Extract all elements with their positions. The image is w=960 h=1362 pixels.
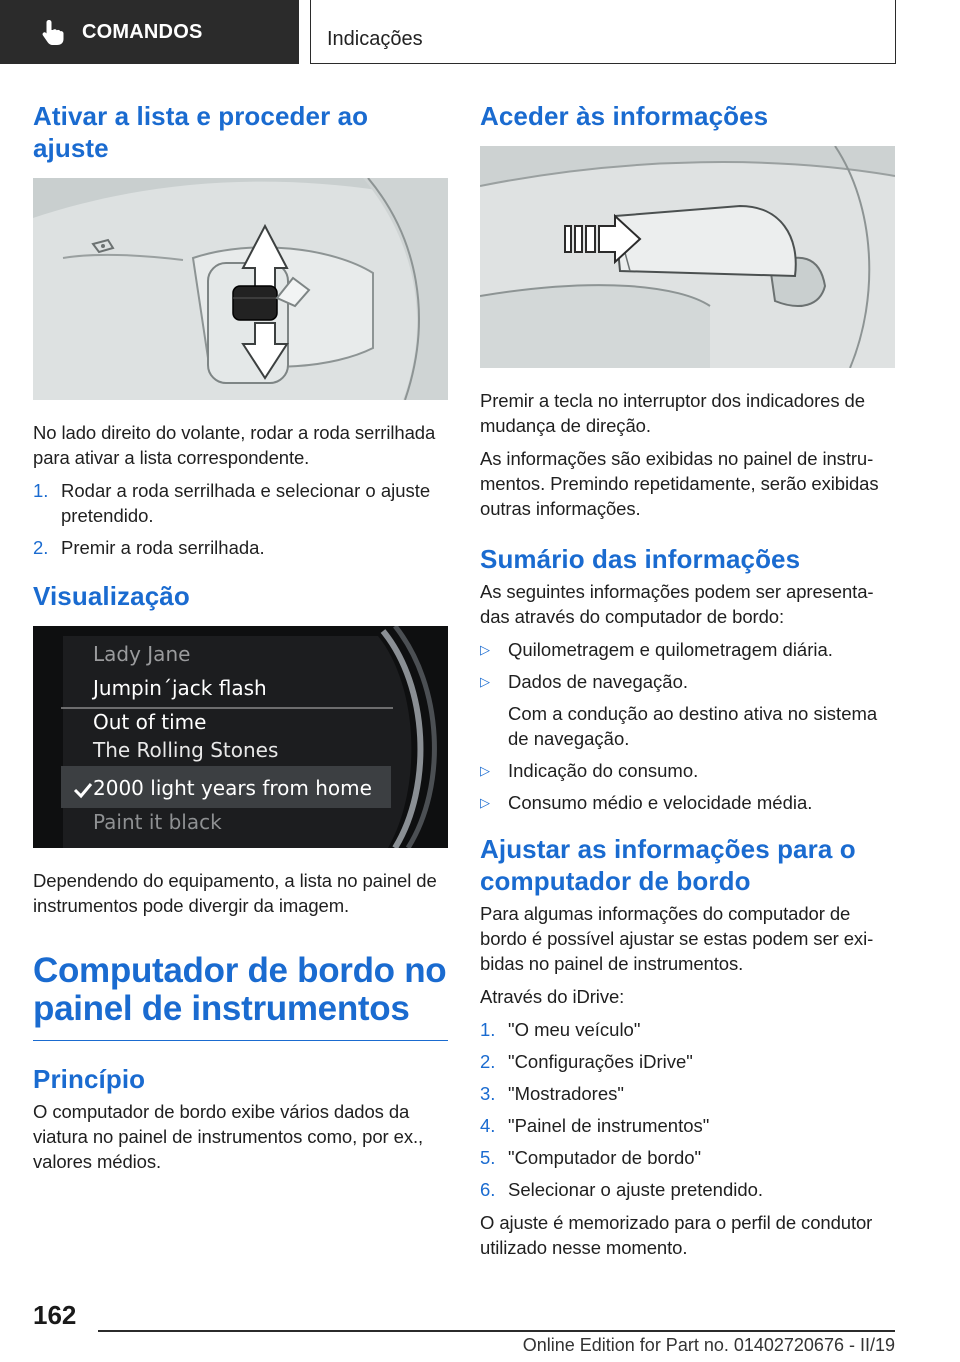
list-item: 5. "Computador de bordo": [480, 1147, 702, 1168]
configure-steps: [480, 1017, 895, 1202]
right-column: [480, 100, 895, 1268]
header-section: [0, 0, 299, 64]
section-title-access: Aceder às informações: [480, 101, 769, 131]
list-item: ▷ Quilometragem e quilometragem diária.: [480, 639, 833, 660]
adjust-steps: [33, 478, 448, 560]
instrument-display-image: [33, 626, 448, 848]
header-subsection: [310, 0, 896, 64]
display-line: Out of time: [93, 710, 207, 734]
page-number: 162: [33, 1300, 77, 1330]
summary-text: As seguintes informações podem ser apresenta-das através do computador de bordo:: [480, 581, 874, 627]
configure-text-3: O ajuste é memorizado para o perfil de condutor utilizado nesse momento.: [480, 1212, 873, 1258]
chapter-title: Computador de bordo no painel de instrumentos: [33, 952, 448, 1041]
list-item: 6. Selecionar o ajuste pretendido.: [480, 1179, 764, 1200]
list-item: 4. "Painel de instrumentos": [480, 1115, 710, 1136]
footer-edition: Online Edition for Part no. 01402720676 - II/19: [522, 1335, 895, 1355]
triangle-bullet-icon: ▷: [480, 763, 490, 778]
pointing-hand-icon: [40, 18, 66, 46]
display-line-selected: 2000 light years from home: [93, 776, 372, 800]
access-text-1: Premir a tecla no interruptor dos indicadores de mudança de direção.: [480, 390, 865, 436]
header-subsection-label: Indicações: [327, 28, 423, 50]
header-section-label: COMANDOS: [82, 20, 203, 43]
triangle-bullet-icon: ▷: [480, 795, 490, 810]
list-item: 1. "O meu veículo": [480, 1019, 641, 1040]
left-column: [33, 100, 448, 1182]
list-item: ▷ Dados de navegação. Com a condução ao destino ativa no sistema de navegação.: [480, 671, 878, 749]
triangle-bullet-icon: ▷: [480, 674, 490, 689]
list-item: ▷ Consumo médio e velocidade média.: [480, 792, 813, 813]
display-list: [93, 640, 372, 836]
list-item: 3. "Mostradores": [480, 1083, 624, 1104]
display-line: Paint it black: [93, 810, 222, 834]
configure-text-1: Para algumas informações do computador de bordo é possível ajustar se estas podem ser exi-bidas no painel de instrumentos.: [480, 903, 874, 974]
configure-text-2: Através do iDrive:: [480, 986, 625, 1007]
list-item: ▷ Indicação do consumo.: [480, 760, 699, 781]
footer-divider: [98, 1330, 895, 1332]
access-text-2: As informações são exibidas no painel de instru-mentos. Premindo repetidamente, serão exibidas outras informações.: [480, 448, 879, 519]
steering-wheel-image: [33, 178, 448, 400]
summary-list: [480, 637, 895, 815]
list-item: 1. Rodar a roda serrilhada e selecionar o ajuste pretendido.: [33, 480, 431, 526]
section-title-display: Visualização: [33, 581, 190, 611]
triangle-bullet-icon: ▷: [480, 642, 490, 657]
display-line: The Rolling Stones: [93, 738, 279, 762]
section-title-principle: Princípio: [33, 1064, 146, 1094]
section-title-adjust: Ativar a lista e proceder ao ajuste: [33, 101, 369, 163]
list-item: 2. Premir a roda serrilhada.: [33, 537, 265, 558]
principle-text: O computador de bordo exibe vários dados da viatura no painel de instrumentos como, por ex., valores médios.: [33, 1101, 424, 1172]
turn-signal-image: [480, 146, 895, 368]
display-text: Dependendo do equipamento, a lista no painel de instrumentos pode divergir da imagem.: [33, 870, 437, 916]
adjust-text: No lado direito do volante, rodar a roda serrilhada para ativar a lista correspondente.: [33, 422, 436, 468]
section-title-configure: Ajustar as informações para o computador de bordo: [480, 834, 856, 896]
display-line: Lady Jane: [93, 642, 191, 666]
list-item: 2. "Configurações iDrive": [480, 1051, 693, 1072]
display-line: Jumpin´jack flash: [93, 676, 267, 700]
section-title-summary: Sumário das informações: [480, 544, 801, 574]
